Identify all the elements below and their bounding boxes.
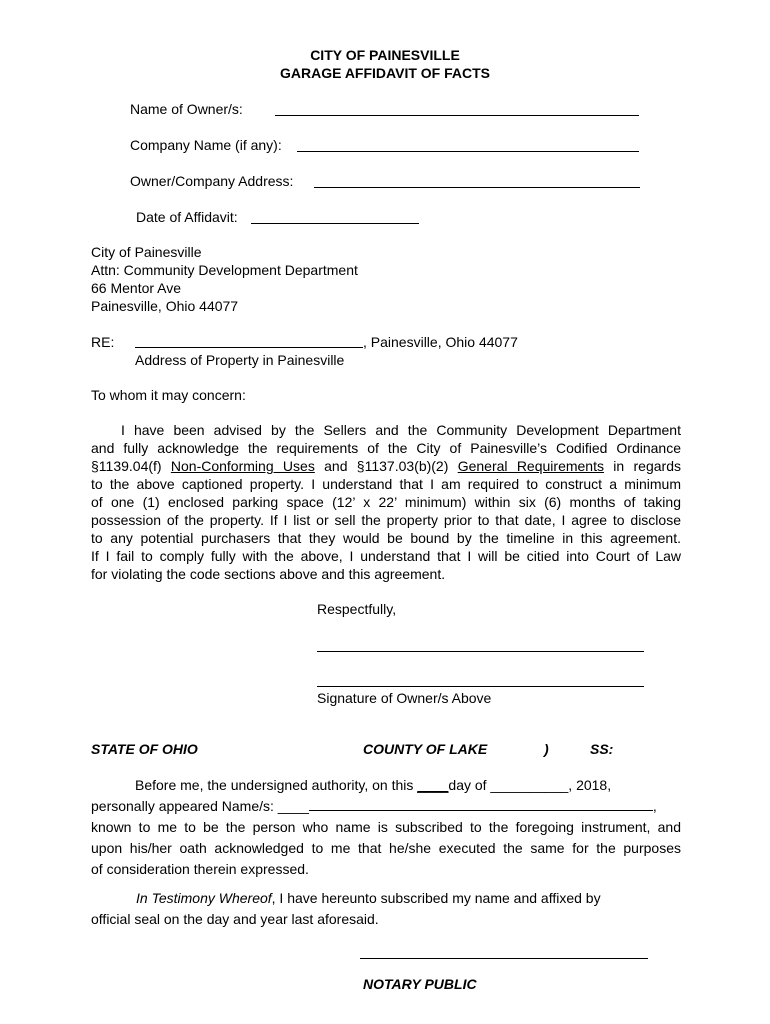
body-line [91,457,681,475]
testimony-line-2: official seal on the day and year last aforesaid. [91,911,379,927]
notary-name-field[interactable] [309,796,653,811]
company-name-field[interactable] [297,151,639,152]
notary-public-label: NOTARY PUBLIC [363,976,477,992]
signature-caption: Signature of Owner/s Above [317,690,492,706]
recipient-line-3: 66 Mentor Ave [91,280,182,296]
notary-line: of consideration therein expressed. [91,861,309,877]
company-name-label: Company Name (if any): [130,137,282,153]
notary-text: day of __________, 2018, [448,777,612,793]
body-text: in regards [603,458,681,474]
owner-address-field[interactable] [314,187,640,188]
salutation: To whom it may concern: [91,387,246,403]
notary-line: known to me to be the person who name is subscribed to the foregoing instrument, and [91,819,681,835]
body-line: to any potential purchasers that they would be bound by the timeline in this agreement. [91,530,681,546]
notary-line [91,775,681,796]
body-line: to the above captioned property. I understand that I am required to construct a minimum [91,476,681,492]
recipient-line-1: City of Painesville [91,244,202,260]
body-line: I have been advised by the Sellers and the Community Development Department [121,422,681,438]
notary-line: upon his/her oath acknowledged to me that he/she executed the same for the purposes [91,840,681,856]
body-line: and fully acknowledge the requirements of the City of Painesville’s Codified Ordinance [91,440,681,456]
owner-name-label: Name of Owner/s: [130,101,243,117]
body-line: possession of the property. If I list or sell the property prior to that date, I agree to disclose [91,512,681,528]
venue-paren: ) [544,741,549,757]
body-line: of one (1) enclosed parking space (12’ x 22’ minimum) within six (6) months of taking [91,494,681,510]
notary-text: , [652,798,657,814]
notary-text: personally appeared Name/s: ____ [91,798,309,814]
owner-name-field[interactable] [275,115,639,116]
venue-ss: SS: [590,741,614,757]
recipient-line-2: Attn: Community Development Department [91,262,358,278]
notary-signature-line[interactable] [360,958,648,959]
venue-state: STATE OF OHIO [91,741,198,757]
property-address-field[interactable] [135,347,363,348]
notary-text: Before me, the undersigned authority, on this [135,777,418,793]
body-line: If I fail to comply fully with the above, I understand that I will be citied into Court of Law [91,548,681,564]
testimony-phrase: In Testimony Whereof [136,890,272,906]
owner-address-label: Owner/Company Address: [130,173,294,189]
body-line: for violating the code sections above and this agreement. [91,566,446,582]
property-address-caption: Address of Property in Painesville [135,352,345,368]
testimony-line-1 [136,889,601,907]
document-title: GARAGE AFFIDAVIT OF FACTS [280,65,490,81]
affidavit-date-field[interactable] [251,223,419,224]
signature-line-2[interactable] [317,686,644,687]
re-label: RE: [91,334,115,350]
ordinance-ref-1: §1139.04(f) [91,458,171,474]
affidavit-date-label: Date of Affidavit: [136,209,238,225]
non-conforming-uses-link: Non-Conforming Uses [170,458,315,474]
recipient-line-4: Painesville, Ohio 44077 [91,298,239,314]
respectfully: Respectfully, [317,601,397,617]
general-requirements-link: General Requirements [457,458,604,474]
notary-paragraph [91,775,681,880]
document-city-title: CITY OF PAINESVILLE [310,47,460,63]
signature-line-1[interactable] [317,651,644,652]
venue-county: COUNTY OF LAKE [363,741,488,757]
notary-day-field[interactable]: ____ [417,777,449,793]
testimony-text: , I have hereunto subscribed my name and affixed by [271,890,601,906]
ordinance-ref-2: and §1137.03(b)(2) [314,458,458,474]
re-city-suffix: , Painesville, Ohio 44077 [363,334,518,350]
body-paragraph [91,421,681,583]
notary-line [91,796,681,817]
